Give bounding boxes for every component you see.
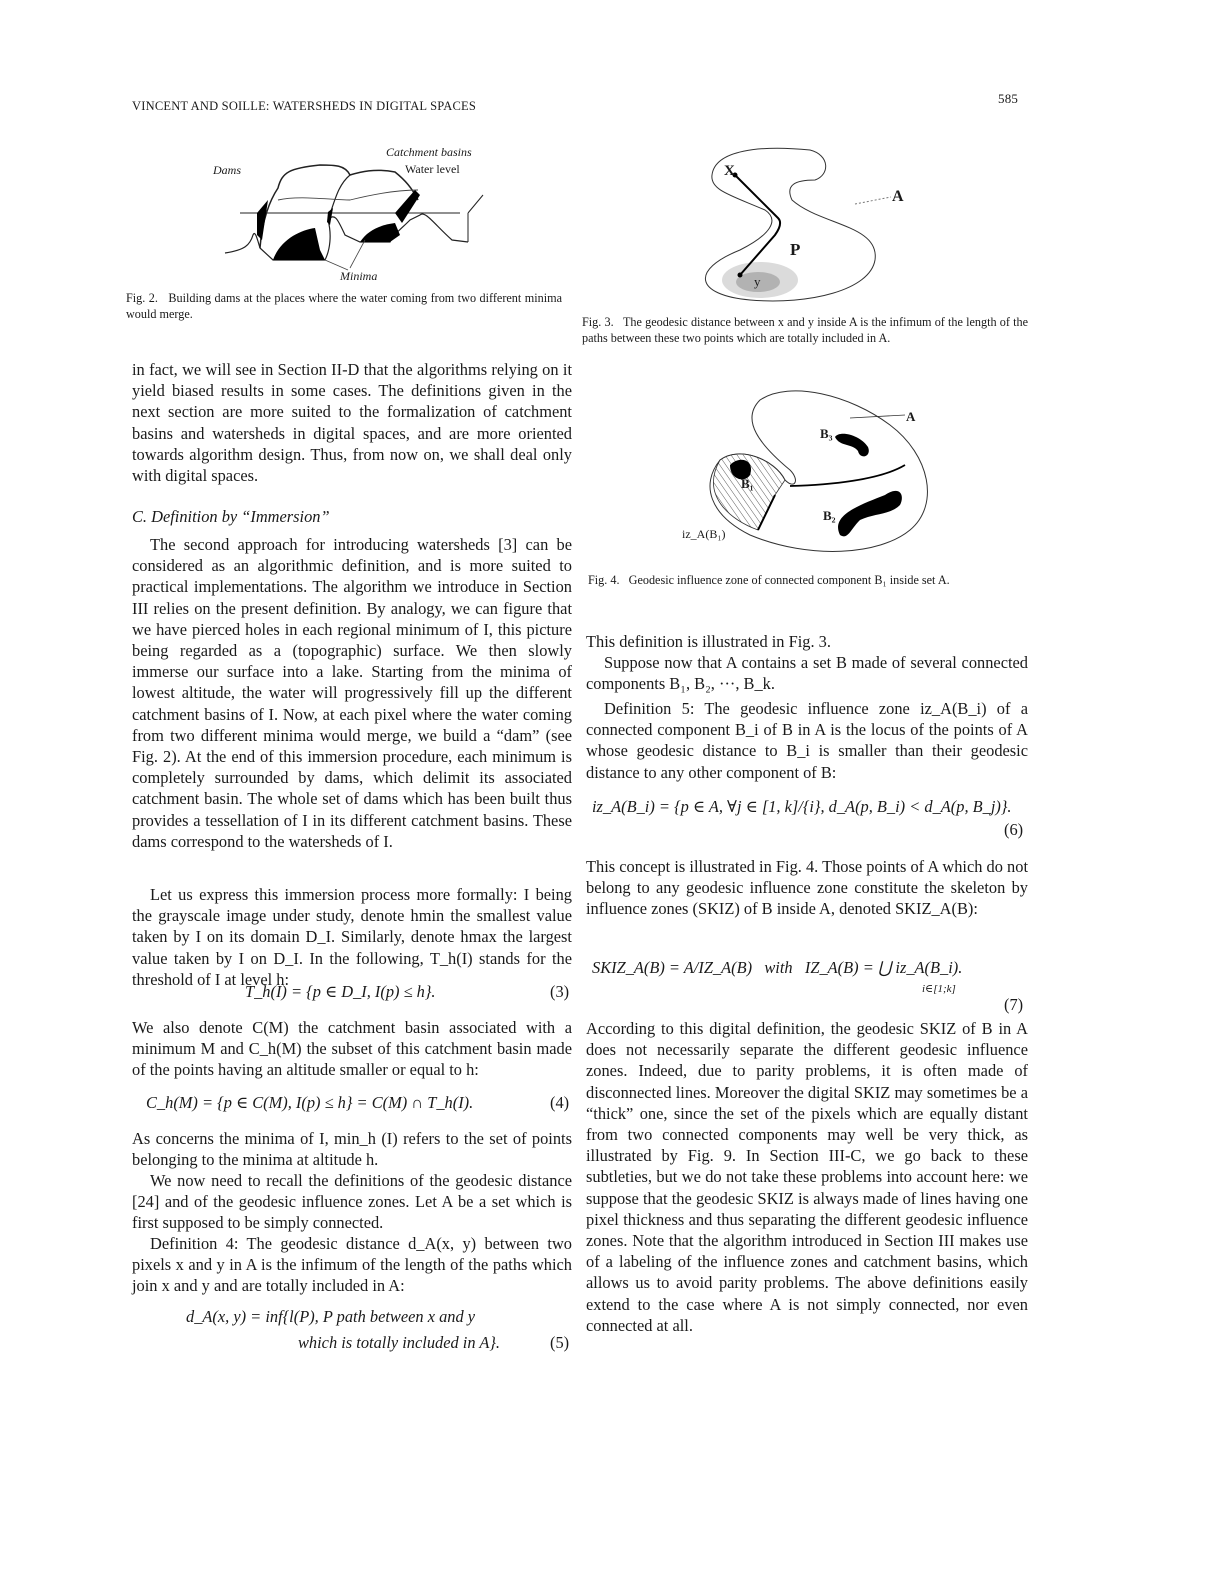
equation-5-line-1: d_A(x, y) = inf{l(P), P path between x and y — [186, 1307, 476, 1326]
right-paragraph-4 — [586, 856, 1028, 920]
left-paragraph-2 — [132, 534, 572, 852]
left-paragraph-5 — [132, 1128, 572, 1170]
fig2-label-water-level: Water level — [405, 162, 460, 176]
fig4-label-a: A — [906, 409, 916, 424]
equation-7: SKIZ_A(B) = A/IZ_A(B) with IZ_A(B) = ⋃ iz_A(B_i). — [592, 958, 963, 977]
paragraph-text: The second approach for introducing watersheds [3] can be considered as an algorithmic definition, and is more suited to practical implementations. The algorithm we introduce in Section III relies on the present definition. By analogy, we can figure that we have pierced holes in each regional minimum of I, this picture being regarded as a (topographic) surface. We then slowly immerse our surface into a lake. Starting from the minima of lowest altitude, the water will progressively fill up the different catchment basins of I. Now, at each pixel where the water coming from two different minima would merge, we build a “dam” (see Fig. 2). At the end of this immersion procedure, each minimum is completely surrounded by dams, which delimit its associated catchment basin. The whole set of dams which has been built thus provides a tessellation of I in its different catchment basins. These dams correspond to the watersheds of I. — [132, 535, 572, 851]
fig3-caption-label: Fig. 3. — [582, 315, 614, 329]
fig2-label-dams: Dams — [213, 163, 242, 177]
fig4-caption — [588, 573, 1028, 589]
fig3-label-y: y — [754, 274, 761, 289]
fig4-label-b2: B₂ — [823, 508, 836, 523]
right-paragraph-2 — [586, 652, 1028, 694]
fig4-caption-label: Fig. 4. — [588, 573, 620, 587]
equation-7-subscript: i∈[1;k] — [922, 983, 956, 995]
paragraph-text: in fact, we will see in Section II-D that the algorithms relying on it yield biased results in some cases. The definitions given in the next section are more suited to the formalization of catchment basins and watersheds in digital spaces, and are more oriented towards algorithm design. Thus, from now on, we shall deal only with digital spaces. — [132, 360, 572, 486]
fig4-label-iz: iz_A(B₁) — [682, 527, 726, 541]
paragraph-text: We now need to recall the definitions of the geodesic distance [24] and of the geodesic influence zones. Let A be a set which is first supposed to be simply connected. — [132, 1171, 572, 1233]
fig2-caption-label: Fig. 2. — [126, 291, 158, 305]
paragraph-text: This concept is illustrated in Fig. 4. Those points of A which do not belong to any geodesic influence zone constitute the skeleton by influence zones (SKIZ) of B inside A, denoted SKIZ_A(B): — [586, 857, 1028, 919]
equation-4: C_h(M) = {p ∈ C(M), I(p) ≤ h} = C(M) ∩ T_h(I). — [146, 1093, 474, 1112]
fig4-caption-text: Geodesic influence zone of connected component B₁ inside set A. — [628, 573, 950, 587]
left-paragraph-7 — [132, 1233, 572, 1297]
left-paragraph-6 — [132, 1170, 572, 1234]
fig2-label-minima: Minima — [340, 269, 378, 283]
equation-6: iz_A(B_i) = {p ∈ A, ∀j ∈ [1, k]/{i}, d_A(p, B_i) < d_A(p, B_j)}. — [592, 797, 1012, 816]
equation-4-number: (4) — [550, 1093, 570, 1112]
fig2-label-catchment: Catchment basins — [386, 145, 472, 159]
paragraph-text: As concerns the minima of I, min_h (I) refers to the set of points belonging to the minima at altitude h. — [132, 1129, 572, 1170]
right-paragraph-3 — [586, 698, 1028, 783]
left-paragraph-3 — [132, 884, 572, 990]
page-number: 585 — [998, 91, 1019, 106]
fig3-geodesic-path-diagram — [690, 140, 890, 305]
fig3-caption-text: The geodesic distance between x and y inside A is the infimum of the length of the paths between these two points which are totally included in A. — [582, 315, 1028, 345]
running-title: VINCENT AND SOILLE: WATERSHEDS IN DIGITAL SPACES — [132, 99, 477, 113]
left-paragraph-4 — [132, 1017, 572, 1081]
fig3-caption — [582, 315, 1028, 346]
equation-5-line-2: which is totally included in A}. — [298, 1333, 501, 1352]
right-paragraph-5 — [586, 1018, 1028, 1336]
fig3-label-a: A — [892, 188, 904, 205]
fig4-label-b3: B₃ — [820, 426, 833, 441]
left-paragraph-1 — [132, 359, 572, 486]
paragraph-text: Let us express this immersion process more formally: I being the grayscale image under study, denote hmin the smallest value taken by I on its domain D_I. Similarly, denote hmax the largest value taken by I on D_I. In the following, T_h(I) stands for the threshold of I at level h: — [132, 885, 572, 989]
paragraph-text: Definition 4: The geodesic distance d_A(x, y) between two pixels x and y in A is the infimum of the length of the paths which join x and y and are totally included in A: — [132, 1234, 572, 1296]
paragraph-text: This definition is illustrated in Fig. 3. — [586, 632, 831, 651]
paragraph-text: Definition 5: The geodesic influence zone iz_A(B_i) of a connected component B_i of B in A is the locus of the points of A whose geodesic distance to B_i is smaller than their geodesic distance to any other component of B: — [586, 699, 1028, 782]
equation-6-number: (6) — [1004, 820, 1024, 839]
equation-5-number: (5) — [550, 1333, 570, 1352]
fig3-label-x: X — [724, 163, 735, 179]
right-paragraph-1 — [586, 631, 1028, 652]
fig2-caption-text: Building dams at the places where the water coming from two different minima would merge. — [126, 291, 563, 321]
fig3-leader-line — [855, 196, 895, 206]
fig4-label-b1: B₁ — [741, 476, 754, 491]
equation-7-number: (7) — [1004, 995, 1024, 1014]
fig4-influence-zone-diagram — [700, 385, 940, 565]
equation-3-number: (3) — [550, 982, 570, 1001]
section-heading-c: C. Definition by “Immersion” — [132, 507, 330, 526]
paragraph-text: Suppose now that A contains a set B made of several connected components B₁, B₂, ···, B_k. — [586, 653, 1028, 694]
fig3-label-p: P — [790, 240, 801, 259]
paragraph-text: We also denote C(M) the catchment basin associated with a minimum M and C_h(M) the subset of this catchment basin made of the points having an altitude smaller or equal to h: — [132, 1018, 572, 1080]
equation-3: T_h(I) = {p ∈ D_I, I(p) ≤ h}. — [245, 982, 436, 1001]
fig2-caption — [126, 291, 562, 322]
paragraph-text: According to this digital definition, the geodesic SKIZ of B in A does not necessarily separate the different geodesic influence zones. Indeed, due to parity problems, it is often made of disconnected lines. Moreover the digital SKIZ may sometimes be a “thick” one, since the set of the pixels which are equally distant from two connected components may well be very thick, as illustrated by Fig. 9. In Section III-C, we go back to these subtleties, but we do not take these problems into account here: we suppose that the geodesic SKIZ is always made of lines having one pixel thickness and thus separating the different geodesic influence zones. Note that the algorithm introduced in Section III makes use of a labeling of the influence zones and catchment basins, which allows us to avoid parity problems. The above definitions easily extend to the case where A is not simply connected, nor even connected at all. — [586, 1019, 1028, 1335]
